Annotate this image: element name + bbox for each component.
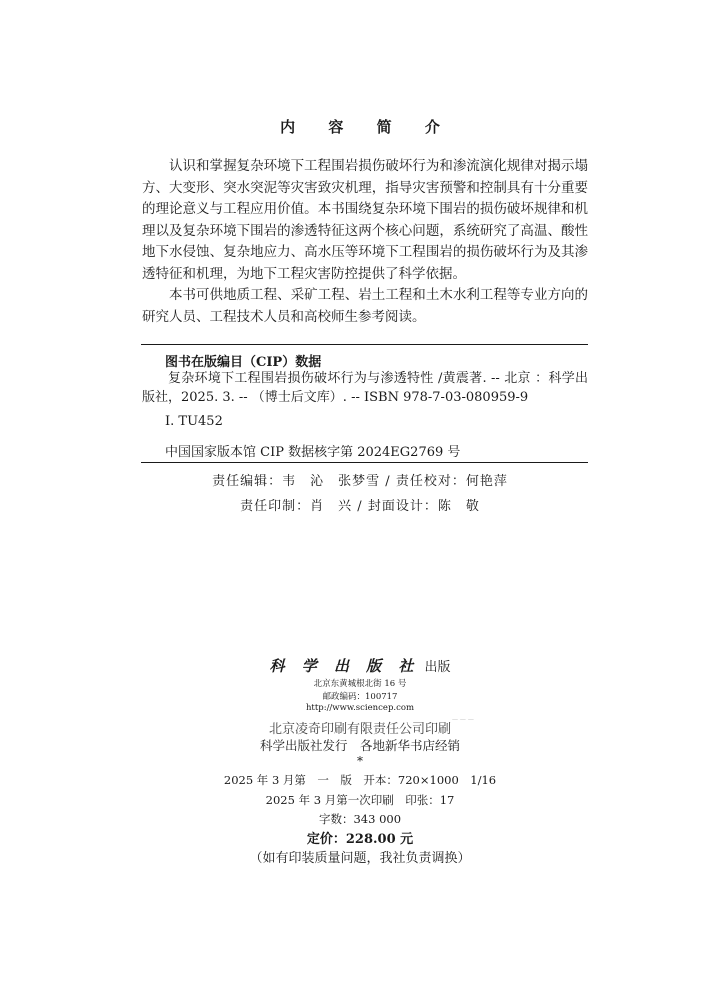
cip-classification: Ⅰ. TU452 <box>165 414 223 429</box>
faint-mark: — — — <box>452 716 474 723</box>
credits-editors: 责任编辑：韦 沁 张梦雪 / 责任校对：何艳萍 <box>212 474 508 489</box>
publisher-url: http://www.sciencep.com <box>305 703 415 713</box>
quality-note: （如有印装质量问题，我社负责调换） <box>249 851 471 866</box>
summary-paragraph-1: 认识和掌握复杂环境下工程围岩损伤破坏行为和渗流演化规律对揭示塌方、大变形、突水突泥等灾害致灾机理，指导灾害预警和控制具有十分重要的理论意义与工程应用价值。本书围绕复杂环境下围岩的损伤破坏规律和机理以及复杂环境下围岩的渗透特征这两个核心问题，系统研究了高温、酸性地下水侵蚀、复杂地应力、高水压等环境下工程围岩的损伤破坏行为及其渗透特征和机理，为地下工程灾害防控提供了科学依据。 <box>142 158 588 282</box>
publisher-logo-text: 科 学 出 版 社 <box>269 657 420 675</box>
publisher-suffix: 出版 <box>424 660 451 675</box>
word-count: 字数：343 000 <box>318 812 402 826</box>
summary-title: 内 容 简 介 <box>280 118 454 136</box>
separator-star: * <box>357 754 363 768</box>
distribution-line: 科学出版社发行 各地新华书店经销 <box>259 738 460 753</box>
publisher-line <box>0 655 720 676</box>
printer-line: 北京凌奇印刷有限责任公司印刷 <box>268 722 451 737</box>
publisher-postcode: 邮政编码：100717 <box>322 692 398 702</box>
cip-top-rule <box>141 344 588 345</box>
edition-line: 2025 年 3 月第 一 版 开本：720×1000 1/16 <box>223 773 497 787</box>
publisher-address: 北京东黄城根北街 16 号 <box>313 679 407 689</box>
credits-production: 责任印制：肖 兴 / 封面设计：陈 敬 <box>240 499 480 514</box>
cip-record <box>142 369 588 407</box>
price: 定价：228.00 元 <box>306 832 414 847</box>
cip-bottom-rule <box>141 462 588 463</box>
printing-line: 2025 年 3 月第一次印刷 印张：17 <box>265 793 455 807</box>
cip-record-text: 复杂环境下工程围岩损伤破坏行为与渗透特性 /黄震著. -- 北京 ：科学出版社，2025. 3. -- （博士后文库）. -- ISBN 978-7-03-080959-9 <box>142 371 588 405</box>
cip-number: 中国国家版本馆 CIP 数据核字第 2024EG2769 号 <box>165 445 461 460</box>
summary-text <box>142 156 588 328</box>
cip-heading: 图书在版编目（CIP）数据 <box>165 355 322 370</box>
summary-paragraph-2: 本书可供地质工程、采矿工程、岩土工程和土木水利工程等专业方向的研究人员、工程技术人员和高校师生参考阅读。 <box>142 287 588 325</box>
